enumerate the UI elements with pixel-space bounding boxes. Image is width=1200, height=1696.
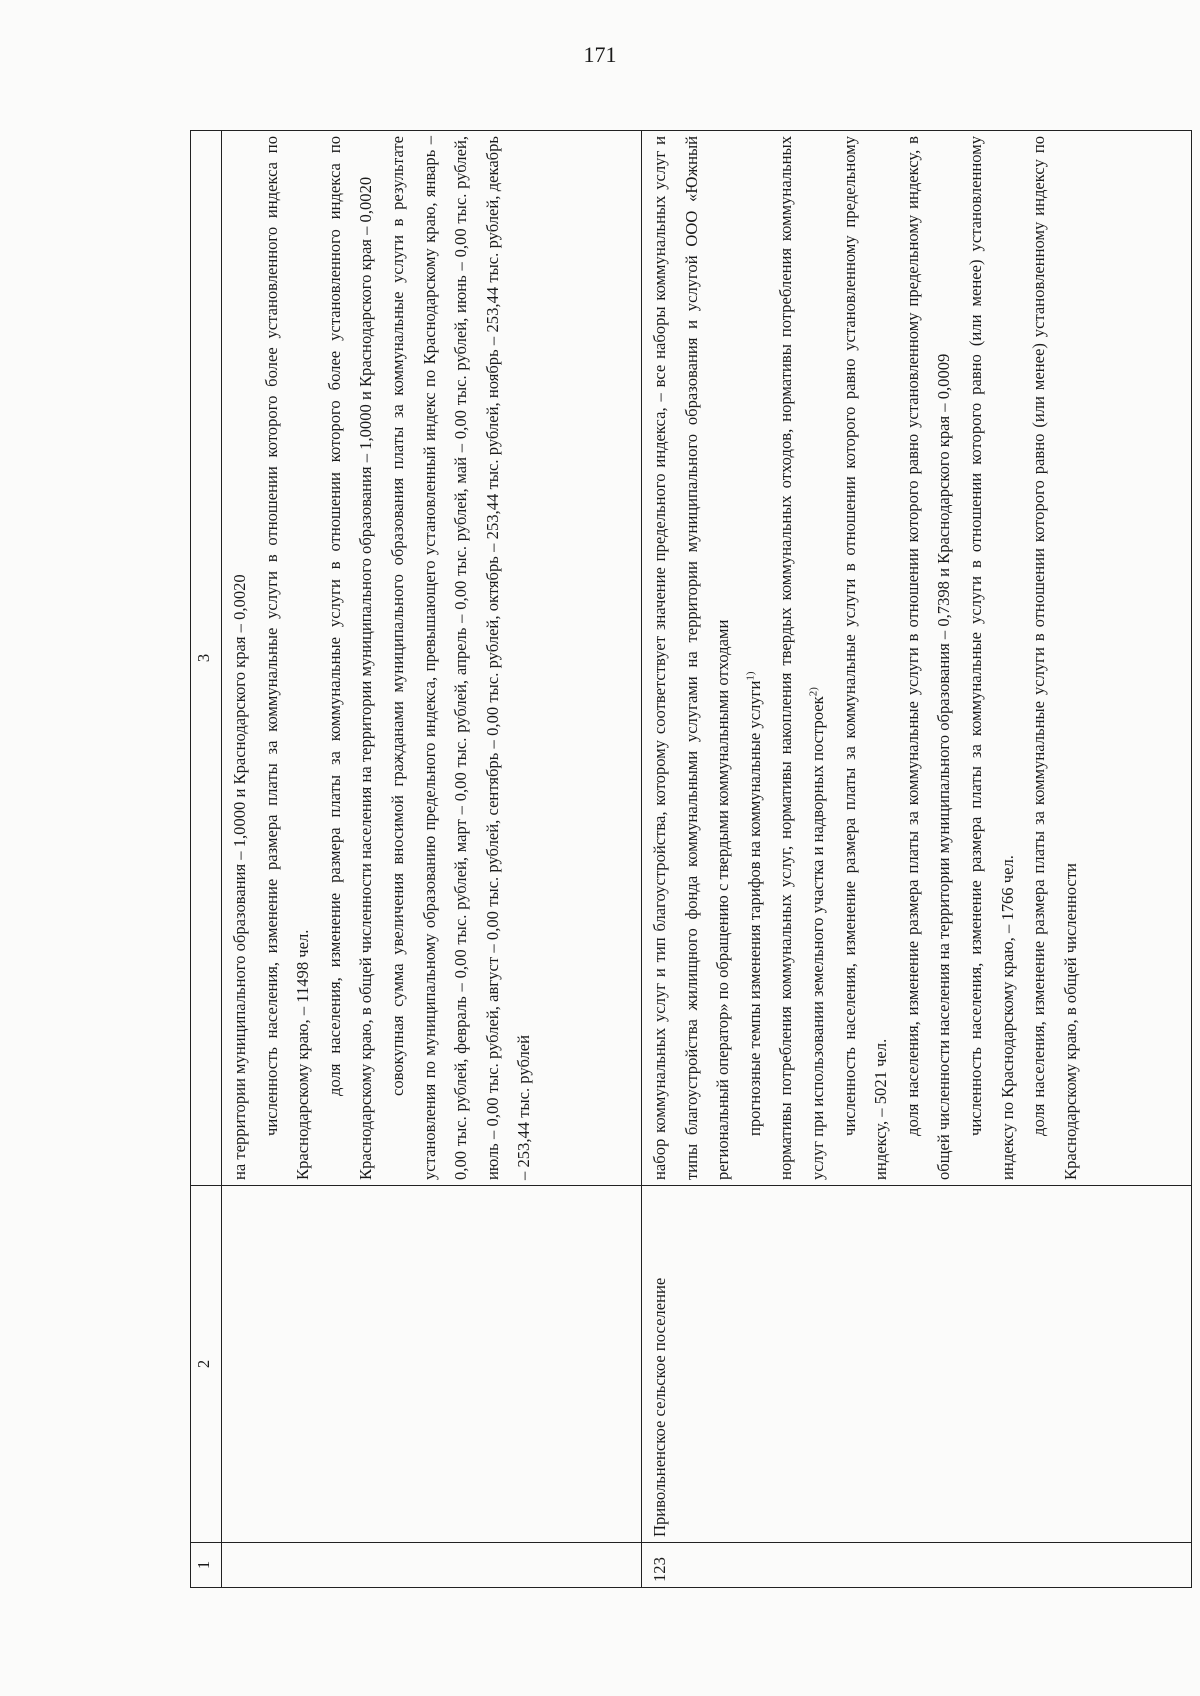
paragraph: набор коммунальных услуг и тип благоустройства, которому соответствует значение предельного индекса, – все наборы коммунальных услуг и типы благоустройства жилищного фонда коммунальными услугами на территории муниципального образования и услугой ООО «Южный региональный оператор» по обращению с твердыми коммунальными отходами xyxy=(650,136,733,1180)
paragraph: численность населения, изменение размера платы за коммунальные услуги в отношении которого равно установленному предельному индексу, – 5021 чел. xyxy=(839,136,891,1180)
paragraph-text: прогнозные темпы изменения тарифов на коммунальные услуги xyxy=(744,680,764,1136)
paragraph: на территории муниципального образования – 1,0000 и Краснодарского края – 0,0020 xyxy=(230,574,249,1180)
paragraph: доля населения, изменение размера платы за коммунальные услуги в отношении которого равно установленному предельному индексу, в общей численности населения на территории муниципального образования – 0,7398 и Краснодарского края – 0,0009 xyxy=(902,136,954,1180)
page-number: 171 xyxy=(583,42,617,67)
paragraph-text: нормативы потребления коммунальных услуг, нормативы накопления твердых коммунальных отходов, нормативы потребления коммунальных услуг при использовании земельного участка и надворных построек xyxy=(776,136,827,1180)
rotated-table-wrapper xyxy=(190,130,1192,1588)
paragraph: доля населения, изменение размера платы за коммунальные услуги в отношении которого равно (или менее) установленному индексу по Краснодарскому краю, в общей численности xyxy=(1029,136,1080,1180)
table-row xyxy=(222,131,642,1588)
table-row xyxy=(642,131,1192,1588)
row-continuation-number xyxy=(222,1543,642,1588)
paragraph xyxy=(770,136,833,1180)
municipality-name: Привольненское сельское поселение xyxy=(642,1186,1192,1543)
row-continuation-name xyxy=(222,1186,642,1543)
table-header-row xyxy=(191,131,222,1588)
header-col-1: 1 xyxy=(191,1543,222,1588)
footnote-marker: 2) xyxy=(807,687,820,697)
header-col-2: 2 xyxy=(191,1186,222,1543)
header-col-3: 3 xyxy=(191,131,222,1186)
footnote-marker: 1) xyxy=(744,671,757,681)
row-content xyxy=(642,131,1192,1186)
row-number: 123 xyxy=(642,1543,1192,1588)
paragraph xyxy=(739,136,771,1180)
paragraph: численность населения, изменение размера платы за коммунальные услуги в отношении которого более установленного индекса по Краснодарскому краю, – 11498 чел. xyxy=(261,136,313,1180)
paragraph: численность населения, изменение размера платы за коммунальные услуги в отношении которого равно (или менее) установленному индексу по Краснодарскому краю, – 1766 чел. xyxy=(965,136,1017,1180)
paragraph: доля населения, изменение размера платы за коммунальные услуги в отношении которого более установленного индекса по Краснодарскому краю, в общей численности населения на территории муниципального образования – 1,0000 и Краснодарского края – 0,0020 xyxy=(324,136,376,1180)
row-continuation-content xyxy=(222,131,642,1186)
paragraph: совокупная сумма увеличения вносимой гражданами муниципального образования платы за коммунальные услуги в результате установления по муниципальному образованию предельного индекса, превышающего установленный индекс по Краснодарскому краю, январь – 0,00 тыс. рублей, февраль – 0,00 тыс. рублей, март – 0,00 тыс. рублей, апрель – 0,00 тыс. рублей, май – 0,00 тыс. рублей, июнь – 0,00 тыс. рублей, июль – 0,00 тыс. рублей, август – 0,00 тыс. рублей, сентябрь – 0,00 тыс. рублей, октябрь – 253,44 тыс. рублей, ноябрь – 253,44 тыс. рублей, декабрь – 253,44 тыс. рублей xyxy=(387,136,534,1180)
data-table xyxy=(190,130,1192,1588)
